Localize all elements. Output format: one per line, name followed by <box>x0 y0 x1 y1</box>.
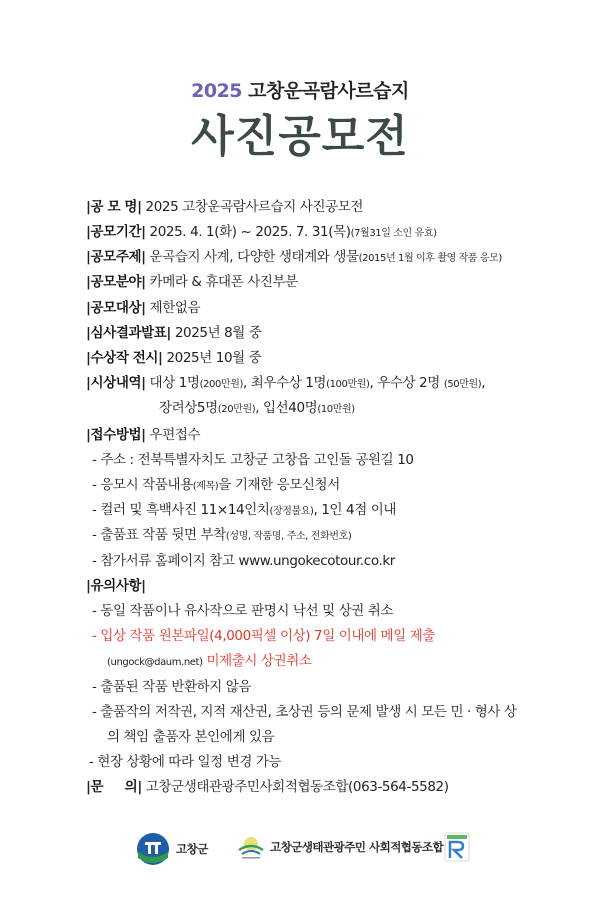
row-value: 운곡습지 사계, 다양한 생태계와 생물 <box>149 249 359 265</box>
row-theme: |공모주제| 운곡습지 사계, 다양한 생태계와 생물(2015년 1월 이후 촬영 작품 응모) <box>86 249 502 265</box>
county-logo <box>136 832 208 866</box>
note-item: - 출품작의 저작권, 지적 재산권, 초상권 등의 문제 발생 시 모든 민 · 형사 상 <box>92 704 517 720</box>
row-value: 고창군생태관광주민사회적협동조합(063-564-5582) <box>145 779 449 795</box>
row-label: 유의사항 <box>90 578 142 594</box>
coop-logo <box>236 832 443 862</box>
wetland-logo <box>444 832 470 862</box>
note: (장정불요) <box>269 506 314 517</box>
submission-form <box>92 475 340 497</box>
prize-text: , 우수상 2명 <box>369 375 444 391</box>
row-label: 공모분야 <box>90 274 142 290</box>
row-submission: |접수방법| 우편접수 <box>86 427 201 443</box>
row-exhibit: |수상작 전시| 2025년 10월 중 <box>86 350 262 366</box>
row-period: |공모기간| 2025. 4. 1(화) ~ 2025. 7. 31(목)(7월31일 소인 유효) <box>86 224 437 240</box>
row-name: |공 모 명| 2025 고창운곡람사르습지 사진공모전 <box>86 199 364 215</box>
page-title: 사진공모전 <box>191 111 409 162</box>
prize-note: (50만원) <box>443 379 482 390</box>
prize-text: , 입선40명 <box>255 400 318 416</box>
row-contact: |문 의| 고창군생태관광주민사회적협동조합(063-564-5582) <box>86 779 449 795</box>
note: (성명, 작품명, 주소, 전화번호) <box>225 531 352 542</box>
row-label: 심사결과발표 <box>90 325 167 341</box>
row-notes: |유의사항| <box>86 578 146 594</box>
row-note: (7월31일 소인 유효) <box>350 228 437 239</box>
row-value: 2025. 4. 1(화) ~ 2025. 7. 31(목) <box>149 224 351 240</box>
row-value: 2025년 10월 중 <box>166 350 262 366</box>
note-item-email <box>107 651 312 673</box>
row-label: 공 모 명 <box>90 199 138 215</box>
prize-text: , 최우수상 1명 <box>242 375 327 391</box>
row-label: 공모기간 <box>90 224 142 240</box>
submission-photo <box>92 500 396 522</box>
note-warning: 미제출시 상권취소 <box>202 653 312 669</box>
row-label: 공모대상 <box>90 300 142 316</box>
note-item-warning: - 입상 작품 원본파일(4,000픽셀 이상) 7일 이내에 메일 제출 <box>92 628 435 644</box>
row-value: 우편접수 <box>149 427 201 443</box>
note-item-cont: 의 책임 출품자 본인에게 있음 <box>107 729 275 745</box>
county-name: 고창군 <box>176 842 208 856</box>
prize-text: 장려상5명 <box>159 400 218 416</box>
prize-note: (200만원) <box>199 379 243 390</box>
row-label: 공모주제 <box>90 249 142 265</box>
row-prizes: |시상내역| 대상 1명(200만원), 최우수상 1명(100만원), 우수상 2명 (50만원), <box>86 375 486 391</box>
text: - 출품표 작품 뒷면 부착 <box>92 527 226 543</box>
row-value: 제한없음 <box>149 300 201 316</box>
county-emblem-icon <box>136 832 170 866</box>
row-target: |공모대상| 제한없음 <box>86 300 201 316</box>
row-note: (2015년 1월 이후 촬영 작품 응모) <box>358 253 502 264</box>
text: 을 기재한 응모신청서 <box>218 477 340 493</box>
note-item: - 출품된 작품 반환하지 않음 <box>92 679 252 695</box>
row-label: 수상작 전시 <box>90 350 159 366</box>
prize-text: , <box>481 375 486 391</box>
prize-text: 대상 1명 <box>149 375 200 391</box>
prize-note: (20만원) <box>217 404 256 415</box>
row-field: |공모분야| 카메라 & 휴대폰 사진부분 <box>86 274 298 290</box>
row-value: 2025년 8월 중 <box>174 325 262 341</box>
row-result: |심사결과발표| 2025년 8월 중 <box>86 325 262 341</box>
email: (ungock@daum.net) <box>107 657 203 668</box>
row-prizes-cont <box>159 398 355 420</box>
coop-name: 고창군생태관광주민 사회적협동조합 <box>270 840 444 854</box>
prize-note: (10만원) <box>317 404 355 415</box>
ramsar-wetland-icon <box>444 832 470 862</box>
subtitle-year: 2025 <box>191 80 243 102</box>
submission-reference: - 참가서류 홈페이지 참고 www.ungokecotour.co.kr <box>92 553 395 569</box>
row-value: 카메라 & 휴대폰 사진부분 <box>149 274 298 290</box>
row-label: 시상내역 <box>90 375 142 391</box>
prize-note: (100만원) <box>326 379 370 390</box>
submission-label <box>92 525 351 547</box>
submission-address: - 주소 : 전북특별자치도 고창군 고창읍 고인돌 공원길 10 <box>92 452 414 468</box>
text: , 1인 4점 이내 <box>313 502 397 518</box>
row-label: 접수방법 <box>90 427 142 443</box>
note-item: - 현장 상황에 따라 일정 변경 가능 <box>89 754 282 770</box>
text: - 응모시 작품내용 <box>92 477 193 493</box>
row-label: 문 의 <box>90 779 138 795</box>
footer-logos <box>0 832 600 872</box>
text: - 컬러 및 흑백사진 11×14인치 <box>92 502 270 518</box>
coop-emblem-icon <box>236 832 266 862</box>
note-item: - 동일 작품이나 유사작으로 판명시 낙선 및 상권 취소 <box>92 603 394 619</box>
subtitle-event: 고창운곡람사르습지 <box>248 80 409 102</box>
row-value: 2025 고창운곡람사르습지 사진공모전 <box>145 199 364 215</box>
note: (제목) <box>192 481 219 492</box>
